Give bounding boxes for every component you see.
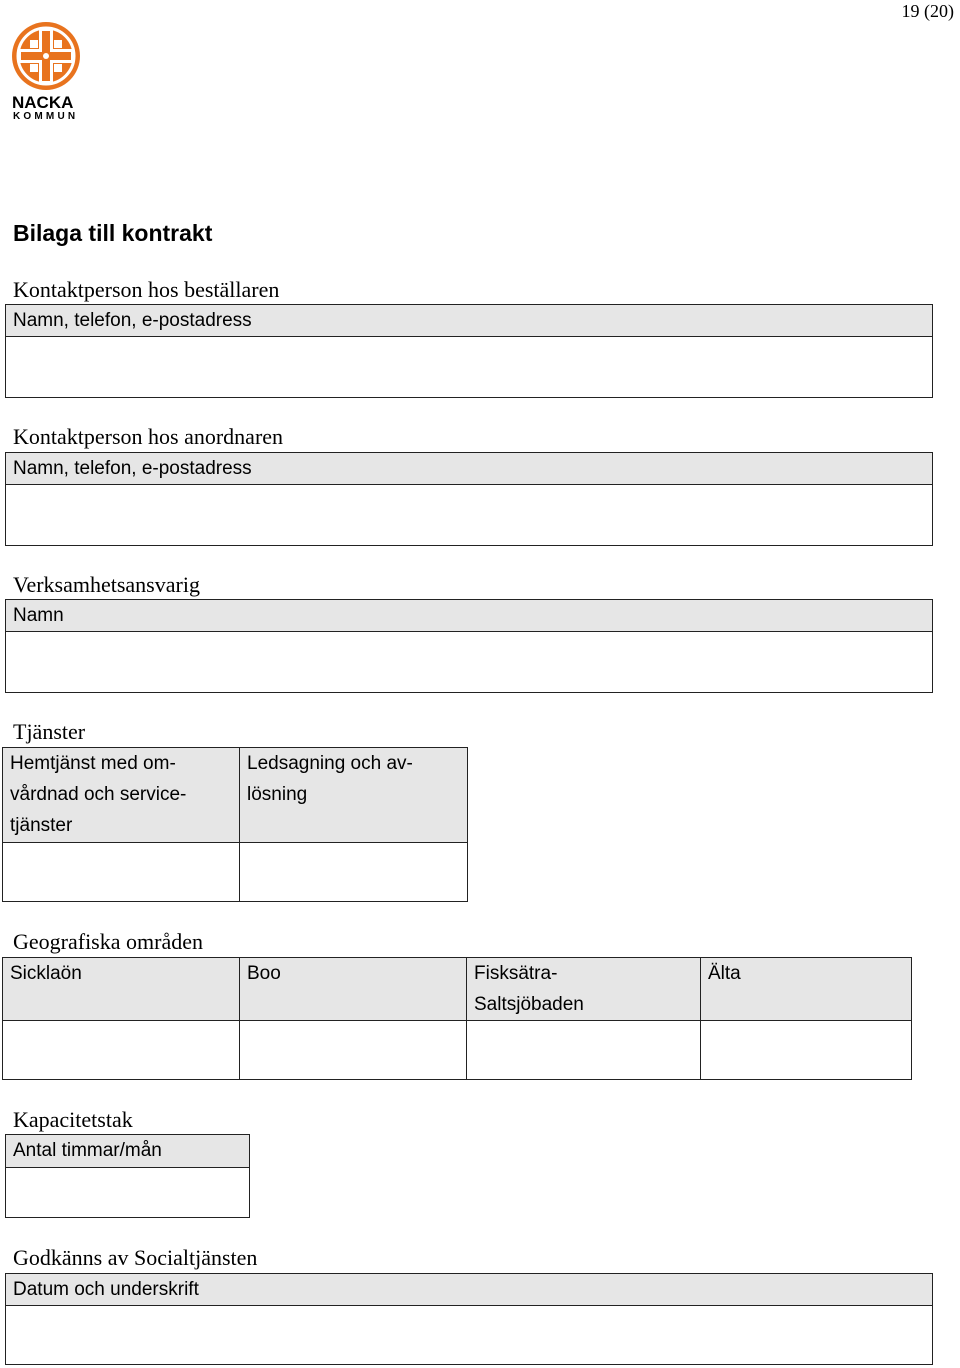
header-line: Fisksätra- (474, 963, 558, 984)
tjanster-header-hemtjanst (3, 748, 240, 843)
kapacitet-header: Antal timmar/mån (6, 1135, 250, 1168)
header-line: Boo (247, 963, 281, 984)
geografi-field-boo[interactable] (240, 1021, 467, 1080)
verksamhetsansvarig-field[interactable] (6, 632, 933, 693)
geografi-header-boo (240, 958, 467, 1021)
geografi-header-fisksatra (467, 958, 701, 1021)
tjanster-header-ledsagning (240, 748, 468, 843)
tjanster-field-ledsagning[interactable] (240, 843, 468, 902)
header-line: lösning (247, 784, 308, 805)
geografi-field-fisksatra[interactable] (467, 1021, 701, 1080)
header-line: tjänster (10, 815, 73, 836)
kapacitet-table (5, 1134, 250, 1218)
nacka-emblem-icon (10, 20, 82, 92)
header-line: Ledsagning och av- (247, 753, 413, 774)
header-line: Sicklaön (10, 963, 82, 984)
header-line: Älta (708, 963, 741, 984)
godkanns-header: Datum och underskrift (6, 1274, 933, 1306)
section-title-verksamhetsansvarig: Verksamhetsansvarig (13, 572, 200, 597)
header-line: Saltsjöbaden (474, 994, 584, 1015)
godkanns-table (5, 1273, 933, 1365)
logo-text-nacka: NACKA (12, 93, 74, 112)
section-title-bestallare: Kontaktperson hos beställaren (13, 277, 280, 302)
tjanster-table (2, 747, 468, 902)
geografi-header-sicklaon (3, 958, 240, 1021)
section-title-tjanster: Tjänster (13, 719, 86, 744)
anordnare-header: Namn, telefon, e-postadress (6, 453, 933, 485)
geografi-table (2, 957, 912, 1080)
geografi-field-alta[interactable] (701, 1021, 912, 1080)
bestallare-header: Namn, telefon, e-postadress (6, 305, 933, 337)
section-title-godkanns: Godkänns av Socialtjänsten (13, 1245, 258, 1270)
anordnare-field[interactable] (6, 485, 933, 546)
header-line: vårdnad och service- (10, 784, 187, 805)
geografi-header-alta (701, 958, 912, 1021)
section-title-anordnare: Kontaktperson hos anordnaren (13, 424, 284, 449)
bestallare-table (5, 304, 933, 398)
section-title-geografi: Geografiska områden (13, 929, 203, 954)
tjanster-field-hemtjanst[interactable] (3, 843, 240, 902)
godkanns-field[interactable] (6, 1306, 933, 1365)
bestallare-field[interactable] (6, 337, 933, 398)
kapacitet-field[interactable] (6, 1168, 250, 1218)
document-title: Bilaga till kontrakt (13, 220, 213, 246)
section-title-kapacitet: Kapacitetstak (13, 1107, 133, 1132)
geografi-field-sicklaon[interactable] (3, 1021, 240, 1080)
logo-text-kommun: KOMMUN (13, 111, 79, 122)
header-line: Hemtjänst med om- (10, 753, 176, 774)
anordnare-table (5, 452, 933, 546)
verksamhetsansvarig-header: Namn (6, 600, 933, 632)
verksamhetsansvarig-table (5, 599, 933, 693)
page-number: 19 (20) (901, 1, 954, 21)
